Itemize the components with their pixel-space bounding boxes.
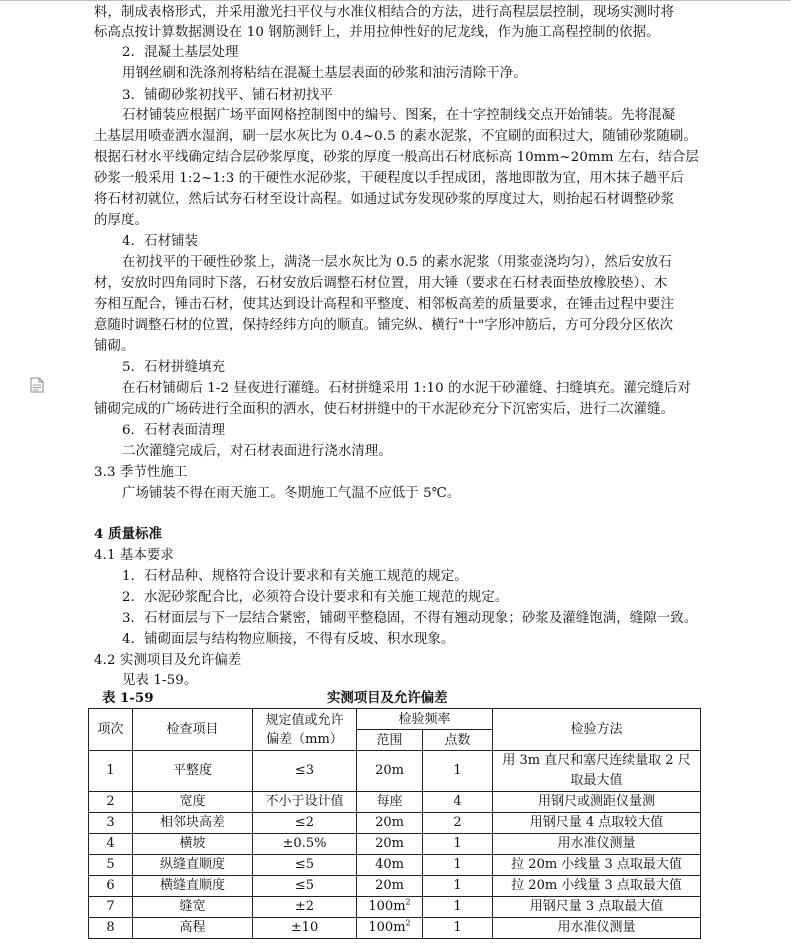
cell-method: 用水准仪测量 bbox=[493, 834, 701, 855]
table-row bbox=[89, 918, 701, 939]
page-top-border bbox=[0, 0, 791, 1]
cell-item: 平整度 bbox=[133, 751, 253, 792]
table-row bbox=[89, 813, 701, 834]
table-title: 实测项目及允许偏差 bbox=[327, 690, 448, 706]
cell-item: 宽度 bbox=[133, 792, 253, 813]
cell-item: 纵缝直顺度 bbox=[133, 855, 253, 876]
cell-tolerance: ≤5 bbox=[253, 855, 357, 876]
table-number: 表 1-59 bbox=[102, 690, 154, 706]
list-item: 4．铺砌面层与结构物应顺接，不得有反坡、积水现象。 bbox=[122, 632, 455, 647]
paragraph-line: 土基层用喷壶洒水湿润，刷一层水灰比为 0.4~0.5 的素水泥浆，不宜刷的面积过大，随铺砂浆随刷。 bbox=[94, 129, 697, 144]
table-row bbox=[89, 751, 701, 792]
cell-range-exponent: 2 bbox=[405, 918, 411, 928]
cell-range: 20m bbox=[357, 876, 423, 897]
cell-points: 1 bbox=[423, 855, 493, 876]
header-method: 检验方法 bbox=[493, 709, 701, 751]
section-heading: 5．石材拼缝填充 bbox=[122, 360, 226, 375]
cell-no: 8 bbox=[89, 918, 133, 939]
table-row bbox=[89, 897, 701, 918]
table-row bbox=[89, 855, 701, 876]
paragraph-line: 的厚度。 bbox=[94, 213, 148, 228]
subsection-heading: 4.2 实测项目及允许偏差 bbox=[94, 653, 242, 668]
cell-no: 6 bbox=[89, 876, 133, 897]
cell-range-value: 100m bbox=[368, 920, 406, 935]
header-item: 检查项目 bbox=[133, 709, 253, 751]
section-heading: 3．铺砌砂浆初找平、铺石材初找平 bbox=[122, 88, 333, 103]
cell-points: 1 bbox=[423, 876, 493, 897]
header-points: 点数 bbox=[423, 730, 493, 751]
cell-tolerance: ±0.5% bbox=[253, 834, 357, 855]
paragraph-line: 料，制成表格形式，并采用激光扫平仪与水准仪相结合的方法，进行高程层层控制，现场实测时将 bbox=[94, 5, 675, 20]
section-heading: 6．石材表面清理 bbox=[122, 423, 226, 438]
paragraph-line: 见表 1-59。 bbox=[122, 673, 198, 688]
cell-range: 每座 bbox=[357, 792, 423, 813]
cell-item: 高程 bbox=[133, 918, 253, 939]
cell-method-line1: 用 3m 直尺和塞尺连续量取 2 尺 bbox=[502, 753, 691, 768]
cell-points: 4 bbox=[423, 792, 493, 813]
cell-range: 20m bbox=[357, 751, 423, 792]
tolerance-table bbox=[88, 708, 701, 939]
cell-tolerance: ≤3 bbox=[253, 751, 357, 792]
paragraph-line: 根据石材水平线确定结合层砂浆厚度，砂浆的厚度一般高出石材底标高 10mm~20mm 左右，结合层 bbox=[94, 150, 699, 165]
table-row bbox=[89, 834, 701, 855]
cell-method bbox=[493, 751, 701, 792]
cell-range bbox=[357, 897, 423, 918]
cell-points: 1 bbox=[423, 897, 493, 918]
cell-no: 2 bbox=[89, 792, 133, 813]
cell-method: 用钢尺量 4 点取较大值 bbox=[493, 813, 701, 834]
paragraph-line: 广场铺装不得在雨天施工。冬期施工气温不应低于 5℃。 bbox=[122, 486, 461, 501]
paragraph-line: 在石材铺砌后 1-2 昼夜进行灌缝。石材拼缝采用 1:10 的水泥干砂灌缝、扫缝填充。灌完缝后对 bbox=[122, 381, 691, 396]
cell-method-line2: 取最大值 bbox=[570, 773, 623, 788]
header-tolerance-line2: 偏差（mm） bbox=[266, 731, 343, 747]
cell-method: 用钢尺或测距仪量测 bbox=[493, 792, 701, 813]
cell-item: 相邻块高差 bbox=[133, 813, 253, 834]
list-item: 1．石材品种、规格符合设计要求和有关施工规范的规定。 bbox=[122, 569, 468, 584]
header-tolerance-line1: 规定值或允许 bbox=[265, 712, 344, 728]
cell-range-exponent: 2 bbox=[405, 897, 411, 907]
subsection-heading: 4.1 基本要求 bbox=[94, 548, 174, 563]
header-tolerance bbox=[253, 709, 357, 751]
header-frequency: 检验频率 bbox=[357, 709, 493, 730]
cell-item: 横坡 bbox=[133, 834, 253, 855]
list-item: 3．石材面层与下一层结合紧密，铺砌平整稳固，不得有翘动现象；砂浆及灌缝饱满，缝隙一致。 bbox=[122, 611, 698, 626]
table-row bbox=[89, 792, 701, 813]
section-heading: 4．石材铺装 bbox=[122, 234, 199, 249]
paragraph-line: 意随时调整石材的位置，保持经纬方向的顺直。铺完纵、横行"十"字形冲筋后，方可分段分区依次 bbox=[94, 318, 674, 333]
cell-range: 20m bbox=[357, 834, 423, 855]
cell-item: 横缝直顺度 bbox=[133, 876, 253, 897]
cell-points: 1 bbox=[423, 918, 493, 939]
cell-tolerance: ≤2 bbox=[253, 813, 357, 834]
cell-tolerance: ±2 bbox=[253, 897, 357, 918]
cell-points: 1 bbox=[423, 834, 493, 855]
paragraph-line: 铺砌完成的广场砖进行全面积的洒水，使石材拼缝中的干水泥砂充分下沉密实后，进行二次灌缝。 bbox=[94, 402, 675, 417]
chapter-heading: 4 质量标准 bbox=[94, 526, 163, 542]
cell-method: 用水准仪测量 bbox=[493, 918, 701, 939]
paragraph-line: 铺砌。 bbox=[94, 339, 135, 354]
cell-points: 2 bbox=[423, 813, 493, 834]
header-range: 范围 bbox=[357, 730, 423, 751]
cell-method: 拉 20m 小线量 3 点取最大值 bbox=[493, 876, 701, 897]
paragraph-line: 标高点按计算数据测设在 10 钢筋测钎上，并用拉伸性好的尼龙线，作为施工高程控制的依据。 bbox=[94, 25, 660, 40]
cell-no: 3 bbox=[89, 813, 133, 834]
cell-method: 用钢尺量 3 点取最大值 bbox=[493, 897, 701, 918]
table-row bbox=[89, 876, 701, 897]
paragraph-line: 用钢丝刷和洗涤剂将粘结在混凝土基层表面的砂浆和油污清除干净。 bbox=[122, 66, 527, 81]
paragraph-line: 石材铺装应根据广场平面网格控制图中的编号、图案，在十字控制线交点开始铺装。先将混凝 bbox=[122, 108, 676, 123]
paragraph-line: 夯相互配合，锤击石材，使其达到设计高程和平整度、相邻板高差的质量要求，在锤击过程中要注 bbox=[94, 297, 675, 312]
cell-no: 1 bbox=[89, 751, 133, 792]
subsection-heading: 3.3 季节性施工 bbox=[94, 465, 188, 480]
cell-points: 1 bbox=[423, 751, 493, 792]
list-item: 2．水泥砂浆配合比，必须符合设计要求和有关施工规范的规定。 bbox=[122, 590, 509, 605]
cell-range bbox=[357, 918, 423, 939]
cell-tolerance: 不小于设计值 bbox=[253, 792, 357, 813]
document-icon[interactable] bbox=[30, 377, 44, 393]
cell-tolerance: ±10 bbox=[253, 918, 357, 939]
cell-item: 缝宽 bbox=[133, 897, 253, 918]
cell-no: 7 bbox=[89, 897, 133, 918]
cell-range-value: 100m bbox=[368, 899, 406, 914]
section-heading: 2．混凝土基层处理 bbox=[122, 45, 239, 60]
paragraph-line: 二次灌缝完成后，对石材表面进行浇水清理。 bbox=[122, 444, 392, 459]
cell-range: 20m bbox=[357, 813, 423, 834]
paragraph-line: 在初找平的干硬性砂浆上，满浇一层水灰比为 0.5 的素水泥浆（用浆壶浇均匀），然后安放石 bbox=[122, 255, 672, 270]
paragraph-line: 砂浆一般采用 1:2~1:3 的干硬性水泥砂浆，干硬程度以手捏成团，落地即散为宜，用木抹子趟平后 bbox=[94, 171, 684, 186]
paragraph-line: 材，安放时四角同时下落，石材安放后调整石材位置，用大锤（要求在石材表面垫放橡胶垫）、木 bbox=[94, 276, 668, 291]
cell-method: 拉 20m 小线量 3 点取最大值 bbox=[493, 855, 701, 876]
cell-tolerance: ≤5 bbox=[253, 876, 357, 897]
cell-range: 40m bbox=[357, 855, 423, 876]
header-item-no: 项次 bbox=[89, 709, 133, 751]
cell-no: 5 bbox=[89, 855, 133, 876]
cell-no: 4 bbox=[89, 834, 133, 855]
paragraph-line: 将石材初就位，然后试夯石材至设计高程。如通过试夯发现砂浆的厚度过大，则抬起石材调整砂浆 bbox=[94, 192, 675, 207]
